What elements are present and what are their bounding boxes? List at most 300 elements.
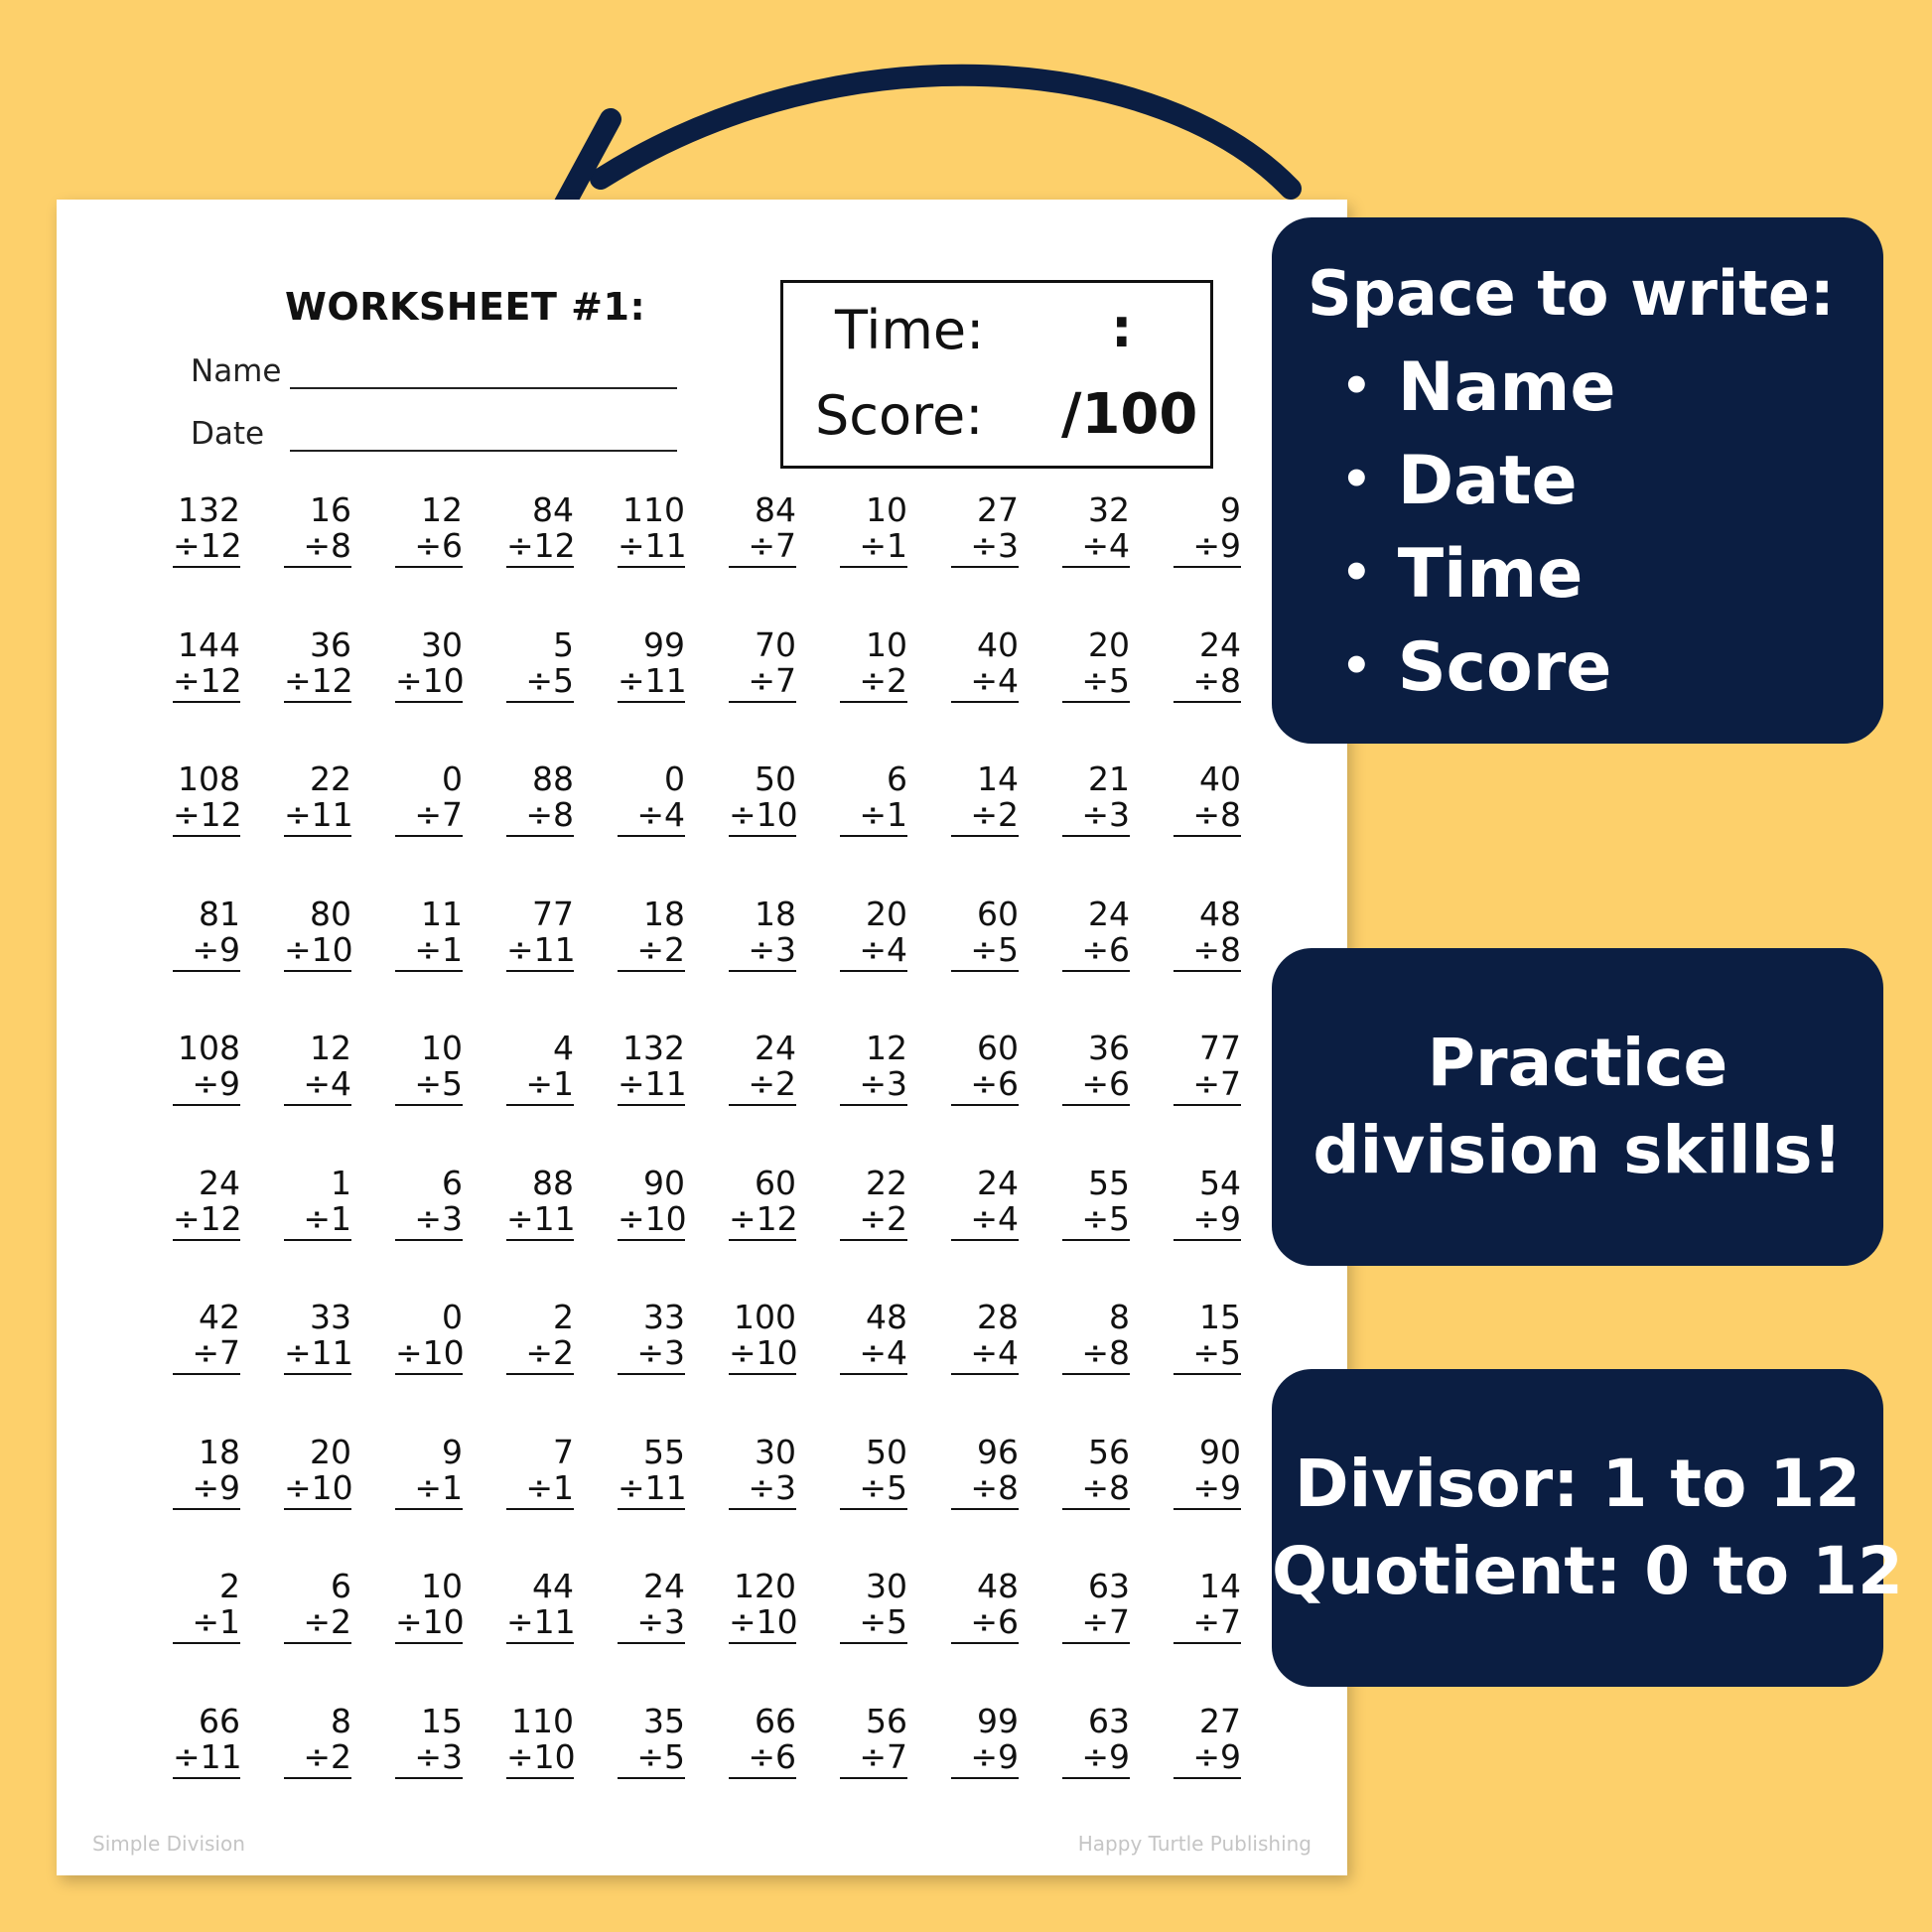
dividend: 132 [622,1029,685,1067]
division-problem [1062,1432,1130,1570]
divisor: ÷7 [395,797,463,837]
dividend: 14 [1199,1567,1241,1605]
divisor: ÷9 [173,1470,240,1510]
callout-practice [1272,948,1883,1266]
divisor: ÷11 [618,1066,685,1106]
division-problem [729,761,796,897]
dividend: 18 [755,894,796,933]
divisor: ÷10 [506,1739,574,1779]
divisor: ÷6 [951,1066,1019,1106]
division-problem [840,761,907,897]
dividend: 32 [1088,490,1130,529]
divisor: ÷4 [951,663,1019,703]
dividend: 77 [532,894,574,933]
dividend: 10 [421,1029,463,1067]
dividend: 66 [755,1701,796,1740]
divisor: ÷4 [840,932,907,972]
dividend: 42 [199,1298,240,1336]
divisor: ÷9 [173,1066,240,1106]
dividend: 9 [442,1432,463,1471]
division-problem [1062,1031,1130,1166]
division-problem [618,624,687,762]
divisor: ÷9 [951,1739,1019,1779]
dividend: 24 [199,1163,240,1202]
divisor: ÷1 [506,1066,574,1106]
division-problem [840,894,907,1032]
division-problem [729,492,796,627]
division-problem [506,894,576,1032]
dividend: 66 [199,1701,240,1740]
division-problem [1173,1031,1241,1166]
divisor: ÷9 [1173,1739,1241,1779]
divisor: ÷4 [618,797,685,837]
divisor: ÷11 [618,1470,685,1510]
divisor: ÷4 [840,1335,907,1375]
divisor: ÷6 [729,1739,796,1779]
divisor: ÷12 [506,528,574,568]
divisor: ÷8 [1173,797,1241,837]
divisor: ÷3 [951,528,1019,568]
time-label: Time: [835,299,985,361]
dividend: 10 [421,1567,463,1605]
division-problem [951,1569,1019,1704]
division-problem [395,624,465,762]
division-problem [173,894,240,1032]
dividend: 28 [977,1298,1019,1336]
dividend: 84 [755,490,796,529]
dividend: 16 [310,490,351,529]
divisor: ÷7 [840,1739,907,1779]
divisor: ÷8 [1062,1470,1130,1510]
divisor: ÷2 [506,1335,574,1375]
division-problem [840,624,907,762]
list-item: • Date [1341,438,1615,531]
divisor: ÷1 [284,1201,351,1241]
dividend: 5 [553,624,574,664]
divisor: ÷9 [1062,1739,1130,1779]
callout-line: Divisor: 1 to 12 [1294,1446,1862,1522]
division-problem [1173,761,1241,897]
dividend: 48 [1199,894,1241,933]
dividend: 40 [977,624,1019,664]
dividend: 18 [643,894,685,933]
dividend: 2 [219,1567,240,1605]
dividend: 80 [310,894,351,933]
dividend: 144 [178,624,240,664]
dividend: 10 [866,624,907,664]
divisor: ÷5 [840,1470,907,1510]
dividend: 54 [1199,1163,1241,1202]
division-problem [1062,624,1130,762]
dividend: 0 [442,1298,463,1336]
date-label: Date [191,416,265,452]
division-problem [506,1701,576,1839]
footer-left: Simple Division [92,1832,245,1856]
callout-practice-text [1272,1020,1883,1194]
divisor: ÷10 [284,1470,351,1510]
dividend: 30 [755,1432,796,1471]
dividend: 10 [866,490,907,529]
divisor: ÷6 [1062,932,1130,972]
dividend: 40 [1199,759,1241,798]
division-problem [1173,1432,1241,1570]
dividend: 30 [421,624,463,664]
dividend: 56 [1088,1432,1130,1471]
division-problem [284,1569,351,1704]
divisor: ÷7 [1173,1604,1241,1644]
division-problem [395,761,463,897]
callout-range [1272,1369,1903,1687]
dividend: 60 [977,1029,1019,1067]
dividend: 18 [199,1432,240,1471]
divisor: ÷3 [618,1335,685,1375]
division-problem [618,1163,687,1301]
divisor: ÷1 [395,1470,463,1510]
dividend: 99 [977,1701,1019,1740]
dividend: 8 [331,1701,351,1740]
division-problem [729,1163,798,1301]
dividend: 0 [442,759,463,798]
divisor: ÷11 [173,1739,240,1779]
list-item: • Time [1341,531,1615,624]
division-problem [173,1569,240,1704]
dividend: 120 [734,1567,796,1605]
division-problem [951,1300,1019,1435]
dividend: 22 [866,1163,907,1202]
divisor: ÷11 [506,932,574,972]
dividend: 63 [1088,1701,1130,1740]
division-problem [840,1300,907,1435]
division-problem [173,1432,240,1570]
name-label: Name [191,353,282,389]
division-problem [506,1569,574,1704]
division-problem [395,492,463,627]
callout-line: division skills! [1312,1112,1843,1188]
dividend: 110 [622,490,685,529]
divisor: ÷11 [284,1335,351,1375]
divisor: ÷10 [395,1604,463,1644]
division-problem [618,761,685,897]
divisor: ÷5 [618,1739,685,1779]
dividend: 33 [643,1298,685,1336]
dividend: 48 [866,1298,907,1336]
divisor: ÷11 [284,797,351,837]
divisor: ÷5 [1062,663,1130,703]
dividend: 20 [310,1432,351,1471]
time-score-box [780,280,1213,469]
dividend: 6 [442,1163,463,1202]
divisor: ÷2 [840,663,907,703]
division-problem [1062,894,1130,1032]
divisor: ÷4 [951,1335,1019,1375]
dividend: 8 [1109,1298,1130,1336]
division-problem [395,1163,463,1301]
division-problem [1173,1569,1241,1704]
divisor: ÷3 [395,1201,463,1241]
division-problem [284,894,353,1032]
callout-line: Quotient: 0 to 12 [1272,1533,1903,1609]
division-problem [840,1031,907,1166]
divisor: ÷5 [395,1066,463,1106]
division-problem [729,894,796,1032]
dividend: 12 [421,490,463,529]
divisor: ÷1 [395,932,463,972]
callout-list [1341,345,1615,718]
division-problem [951,761,1019,897]
divisor: ÷12 [284,663,351,703]
divisor: ÷12 [729,1201,796,1241]
dividend: 7 [553,1432,574,1471]
division-problem [840,1569,907,1704]
division-problem [1173,1163,1241,1301]
divisor: ÷8 [284,528,351,568]
dividend: 20 [1088,624,1130,664]
division-problem [284,1300,351,1435]
division-problem [729,1300,796,1435]
divisor: ÷1 [173,1604,240,1644]
divisor: ÷5 [951,932,1019,972]
division-problem [1062,1701,1130,1839]
division-problem [729,1569,796,1704]
dividend: 77 [1199,1029,1241,1067]
divisor: ÷9 [173,932,240,972]
dividend: 24 [977,1163,1019,1202]
division-problem [618,1569,685,1704]
dividend: 60 [977,894,1019,933]
dividend: 21 [1088,759,1130,798]
division-problem [1062,1163,1130,1301]
dividend: 4 [553,1029,574,1067]
division-problem [840,492,907,627]
divisor: ÷9 [1173,1201,1241,1241]
dividend: 110 [511,1701,574,1740]
dividend: 88 [532,1163,574,1202]
division-problem [618,1300,685,1435]
footer-right: Happy Turtle Publishing [1077,1832,1311,1856]
divisor: ÷2 [284,1604,351,1644]
dividend: 27 [977,490,1019,529]
division-problem [506,1163,576,1301]
dividend: 27 [1199,1701,1241,1740]
dividend: 70 [755,624,796,664]
division-problem [284,492,351,627]
divisor: ÷10 [395,663,463,703]
divisor: ÷10 [618,1201,685,1241]
dividend: 96 [977,1432,1019,1471]
division-problem [1062,1300,1130,1435]
divisor: ÷10 [729,797,796,837]
dividend: 108 [178,759,240,798]
divisor: ÷12 [173,797,240,837]
division-problem [395,1300,463,1435]
division-problem [951,1701,1019,1839]
divisor: ÷1 [840,528,907,568]
dividend: 15 [1199,1298,1241,1336]
dividend: 24 [1088,894,1130,933]
division-problem [1173,624,1241,762]
dividend: 36 [1088,1029,1130,1067]
dividend: 35 [643,1701,685,1740]
division-problem [1173,492,1241,627]
divisor: ÷11 [506,1201,574,1241]
dividend: 36 [310,624,351,664]
dividend: 56 [866,1701,907,1740]
dividend: 81 [199,894,240,933]
worksheet-page [57,200,1347,1875]
callout-space-to-write [1272,217,1883,744]
division-problem [1062,1569,1130,1704]
division-problem [729,1031,796,1166]
divisor: ÷5 [1173,1335,1241,1375]
divisor: ÷2 [618,932,685,972]
divisor: ÷1 [840,797,907,837]
divisor: ÷3 [618,1604,685,1644]
division-problem [1173,1300,1241,1435]
divisor: ÷7 [1062,1604,1130,1644]
division-problem [173,761,240,897]
divisor: ÷4 [1062,528,1130,568]
division-problem [618,1701,685,1839]
problem-grid [173,492,1285,1838]
division-problem [506,1031,574,1166]
dividend: 30 [866,1567,907,1605]
divisor: ÷12 [173,663,240,703]
divisor: ÷10 [284,932,351,972]
division-problem [506,761,574,897]
divisor: ÷1 [506,1470,574,1510]
dividend: 22 [310,759,351,798]
division-problem [284,1701,351,1839]
dividend: 90 [643,1163,685,1202]
division-problem [284,1432,353,1570]
dividend: 15 [421,1701,463,1740]
dividend: 6 [331,1567,351,1605]
divisor: ÷9 [1173,528,1241,568]
division-problem [729,1701,796,1839]
division-problem [506,1300,574,1435]
divisor: ÷8 [951,1470,1019,1510]
division-problem [1173,894,1241,1032]
dividend: 9 [1220,490,1241,529]
divisor: ÷5 [840,1604,907,1644]
callout-line: Practice [1427,1025,1728,1101]
divisor: ÷2 [840,1201,907,1241]
dividend: 50 [755,759,796,798]
score-total: /100 [1061,382,1198,447]
divisor: ÷8 [1173,932,1241,972]
worksheet-title: WORKSHEET #1: [285,285,646,329]
division-problem [840,1163,907,1301]
divisor: ÷5 [506,663,574,703]
division-problem [951,492,1019,627]
divisor: ÷10 [729,1335,796,1375]
divisor: ÷6 [395,528,463,568]
divisor: ÷4 [951,1201,1019,1241]
division-problem [173,1701,242,1839]
score-label: Score: [815,384,984,447]
divisor: ÷7 [729,663,796,703]
divisor: ÷8 [1062,1335,1130,1375]
dividend: 0 [664,759,685,798]
division-problem [284,1163,351,1301]
divisor: ÷3 [395,1739,463,1779]
division-problem [284,624,353,762]
division-problem [173,1031,240,1166]
dividend: 44 [532,1567,574,1605]
divisor: ÷2 [951,797,1019,837]
dividend: 55 [1088,1163,1130,1202]
callout-range-text [1272,1441,1903,1615]
divisor: ÷3 [729,1470,796,1510]
division-problem [951,1031,1019,1166]
dividend: 12 [310,1029,351,1067]
division-problem [618,492,685,627]
dividend: 24 [755,1029,796,1067]
time-colon: : [1111,297,1133,359]
division-problem [395,894,463,1032]
divisor: ÷5 [1062,1201,1130,1241]
dividend: 11 [421,894,463,933]
dividend: 1 [331,1163,351,1202]
division-problem [951,624,1019,762]
divisor: ÷2 [729,1066,796,1106]
dividend: 100 [734,1298,796,1336]
callout-heading: Space to write: [1308,257,1835,330]
division-problem [395,1031,463,1166]
division-problem [951,1432,1019,1570]
dividend: 24 [643,1567,685,1605]
divisor: ÷7 [1173,1066,1241,1106]
division-problem [173,1163,242,1301]
dividend: 14 [977,759,1019,798]
divisor: ÷10 [729,1604,796,1644]
division-problem [729,624,796,762]
division-problem [951,1163,1019,1301]
list-item: • Score [1341,624,1615,718]
dividend: 132 [178,490,240,529]
division-problem [618,1031,685,1166]
dividend: 24 [1199,624,1241,664]
division-problem [506,1432,574,1570]
divisor: ÷8 [1173,663,1241,703]
division-problem [1062,492,1130,627]
divisor: ÷6 [1062,1066,1130,1106]
dividend: 99 [643,624,685,664]
division-problem [173,492,240,627]
division-problem [729,1432,796,1570]
division-problem [506,624,574,762]
divisor: ÷9 [1173,1470,1241,1510]
date-line [290,420,677,452]
division-problem [395,1432,463,1570]
dividend: 48 [977,1567,1019,1605]
name-line [290,357,677,389]
list-item: • Name [1341,345,1615,438]
divisor: ÷4 [284,1066,351,1106]
division-problem [618,894,685,1032]
division-problem [173,1300,240,1435]
dividend: 90 [1199,1432,1241,1471]
division-problem [284,1031,351,1166]
divisor: ÷3 [840,1066,907,1106]
date-field [191,416,677,452]
division-problem [1173,1701,1241,1839]
dividend: 88 [532,759,574,798]
division-problem [395,1569,463,1704]
dividend: 84 [532,490,574,529]
division-problem [173,624,242,762]
dividend: 50 [866,1432,907,1471]
